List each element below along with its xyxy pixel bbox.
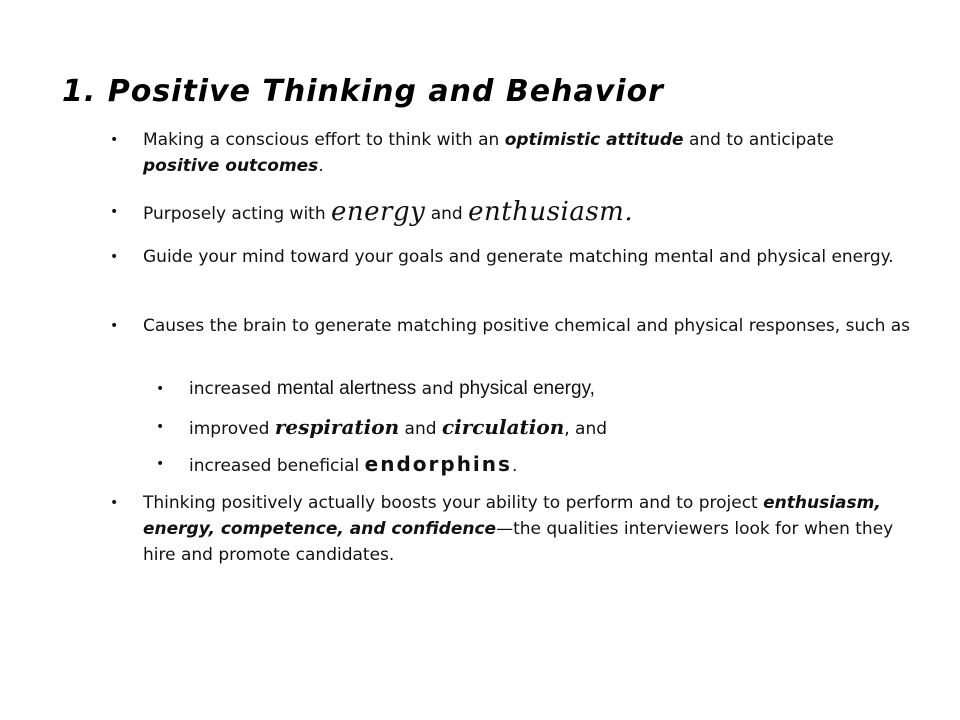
bullet-text: Purposely acting with [143,204,332,224]
bullet-item-optimistic [110,127,913,179]
bullet-text: increased beneficial [189,456,365,476]
bullet-text: and [425,204,469,224]
bullet-dot: • [156,419,165,435]
bullet-dot: • [156,381,165,397]
bullet-item-energy [110,197,913,227]
styled-word-endorphins: endorphins [364,452,512,476]
emphasis-optimistic-attitude: optimistic attitude [504,130,684,150]
bullet-dot: • [156,456,165,472]
bullet-text: improved [189,419,275,439]
bullet-text: increased [189,379,277,399]
bullet-item-thinking-positively [110,490,913,568]
bullet-dot: • [110,204,119,220]
styled-phrase-mental-alertness: mental alertness [276,378,417,399]
bullet-dot: • [110,132,119,148]
bullet-item-causes [110,313,913,339]
bullet-text: Making a conscious effort to think with an [143,130,505,150]
bullet-text: Guide your mind toward your goals and generate matching mental and physical energy. [143,247,894,267]
bullet-text: . [511,456,518,476]
bullet-text: —the qualities interviewers look for when they hire and promote candidates. [143,519,894,565]
bullet-text: and [416,379,460,399]
slide-title: 1. Positive Thinking and Behavior [62,74,664,109]
styled-phrase-physical-energy: physical energy, [459,378,595,399]
emphasis-positive-outcomes: positive outcomes [143,156,319,176]
sub-bullet-respiration [156,414,909,442]
sub-bullet-alertness [156,376,909,402]
styled-word-energy: energy [331,197,426,227]
styled-word-respiration: respiration [274,415,400,439]
bullet-text: . [624,197,634,227]
bullet-text: and to anticipate [683,130,834,150]
styled-word-enthusiasm: enthusiasm [468,197,625,227]
bullet-text: Thinking positively actually boosts your ability to perform and to project [143,493,764,513]
bullet-text: Causes the brain to generate matching positive chemical and physical responses, such as [143,316,911,336]
bullet-dot: • [110,318,119,334]
bullet-dot: • [110,249,119,265]
emphasis-qualities: enthusiasm, energy, competence, and confidence [143,493,881,539]
styled-word-circulation: circulation [441,415,565,439]
bullet-text: . [318,156,324,176]
bullet-item-guide-mind [110,244,913,270]
bullet-dot: • [110,495,119,511]
bullet-text: , and [564,419,608,439]
sub-bullet-endorphins [156,451,909,479]
bullet-text: and [399,419,442,439]
